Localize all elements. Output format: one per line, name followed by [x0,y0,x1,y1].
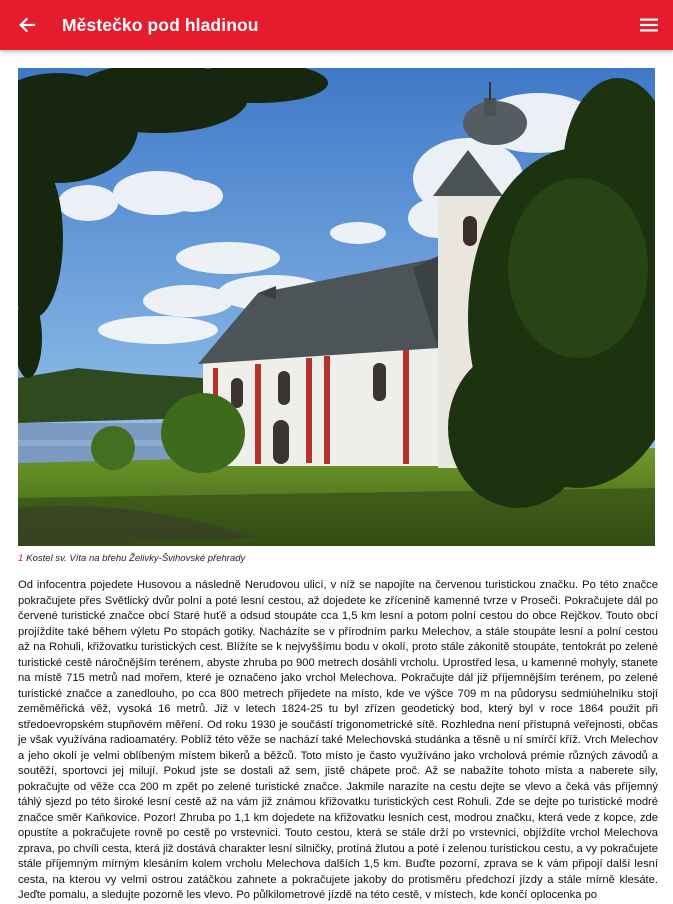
arrow-left-icon [18,16,36,34]
article-body [18,578,658,904]
church-photo-illustration [18,68,655,546]
photo-caption [18,553,658,564]
page-title: Městečko pod hladinou [62,14,259,35]
church-photo [18,68,655,546]
menu-button[interactable] [637,13,661,37]
app-bar [0,0,673,50]
back-button[interactable] [14,12,40,38]
caption-text: Kostel sv. Víta na břehu Želivky-Švihovské přehrady [26,553,246,564]
hamburger-menu-icon [640,18,658,32]
article-paragraph: Od infocentra pojedete Husovou a následně Nerudovou ulicí, v níž se napojíte na červenou turistickou značku. Po této značce pokračujete přes Světlický dvůr polní a poté lesní cestou, až dojedete ke zřícenině kamenné tvrze v Proseči. Pokračujete dál po červené turistické značce obcí Staré huťě a odsud stoupáte cca 1,5 km lesní a potom polní cestou do obce Rejčkov. Touto obcí projíždíte také během výletu Po stopách gotiky. Nacházíte se v přírodním parku Melechov, a stále stoupáte lesní a polní cestou až na Rohuli, křižovatku turistických cest. Blížíte se k nejvyššímu bodu v okolí, proto stále zákonitě stoupáte, tentokrát po zelené turistické cestě náročnějším terénem, abyste zhruba po 900 metrech dosáhli vrcholu. Uprostřed lesa, u kamenné mohyly, stanete na místě 715 metrů nad mořem, které je označeno jako vrchol Melechova. Pokračujte dál již příjemnějším terénem, po zelené turistické značce a zanedlouho, po cca 800 metrech přijedete na místo, kde ve výšce 709 m na půdorysu sedmiúhelníku stojí zeměměřická věž, vysoká 16 metrů. Již v letech 1824-25 tu byl zřízen geodetický bod, který byl v roce 1864 použit při středoevropském stupňovém měření. Od roku 1930 je součástí trigonometrické sítě. Rozhledna není přístupná veřejnosti, občas je však využívána radioamatéry. Poblíž této věže se nachází také Melechovská studánka a těsně u ní smírčí kříž. Vrch Melechov a jeho okolí je velmi oblíbeným místem bikerů a běžců. Toto místo je často využíváno jako vrcholová prémie různých závodů a soutěží, sportovci jej milují. Pokud jste se dostali až sem, jistě chápete proč. Až se nabažíte tohoto místa a naberete síly, pokračujte od věže cca 200 m zpět po zelené turistické značce. Jakmile narazíte na cestu dejte se vlevo a čeká vás příjemný táhlý sjezd po této široké lesní cestě až na vám již známou křižovatku turistických cest Rohuli. Zde se dejte po turistické modré značce směr Kaňkovice. Pozor! Zhruba po 1,1 km dojedete na křižovatku lesních cest, modrou značku, která vede z kopce, zde opustíte a pokračujete rovně po cestě po vrstevnici. Touto cestou, která se stále drží po vrstevnici, objíždíte vrchol Melechova zprava, po chvíli cesta, která již dostává charakter lesní silničky, protíná žlutou a poté i zelenou turistickou cestu, a vy pokračujete stále příjemným mírným klesáním kolem vrcholu Melechova dalších 1,5 km. Buďte pozorní, zprava se k vám připojí další lesní cesta, na kterou vy velmi ostrou zatáčkou zahnete a pokračujete jakoby do protisměru předchozí jízdy a stále mírně klesáte. Jeďte pomalu, a sledujte pozorně les vlevo. Po půlkilometrové jízdě na této cestě, v místech, kde končí oplocenka po [18,579,658,901]
caption-number: 1 [18,553,24,564]
